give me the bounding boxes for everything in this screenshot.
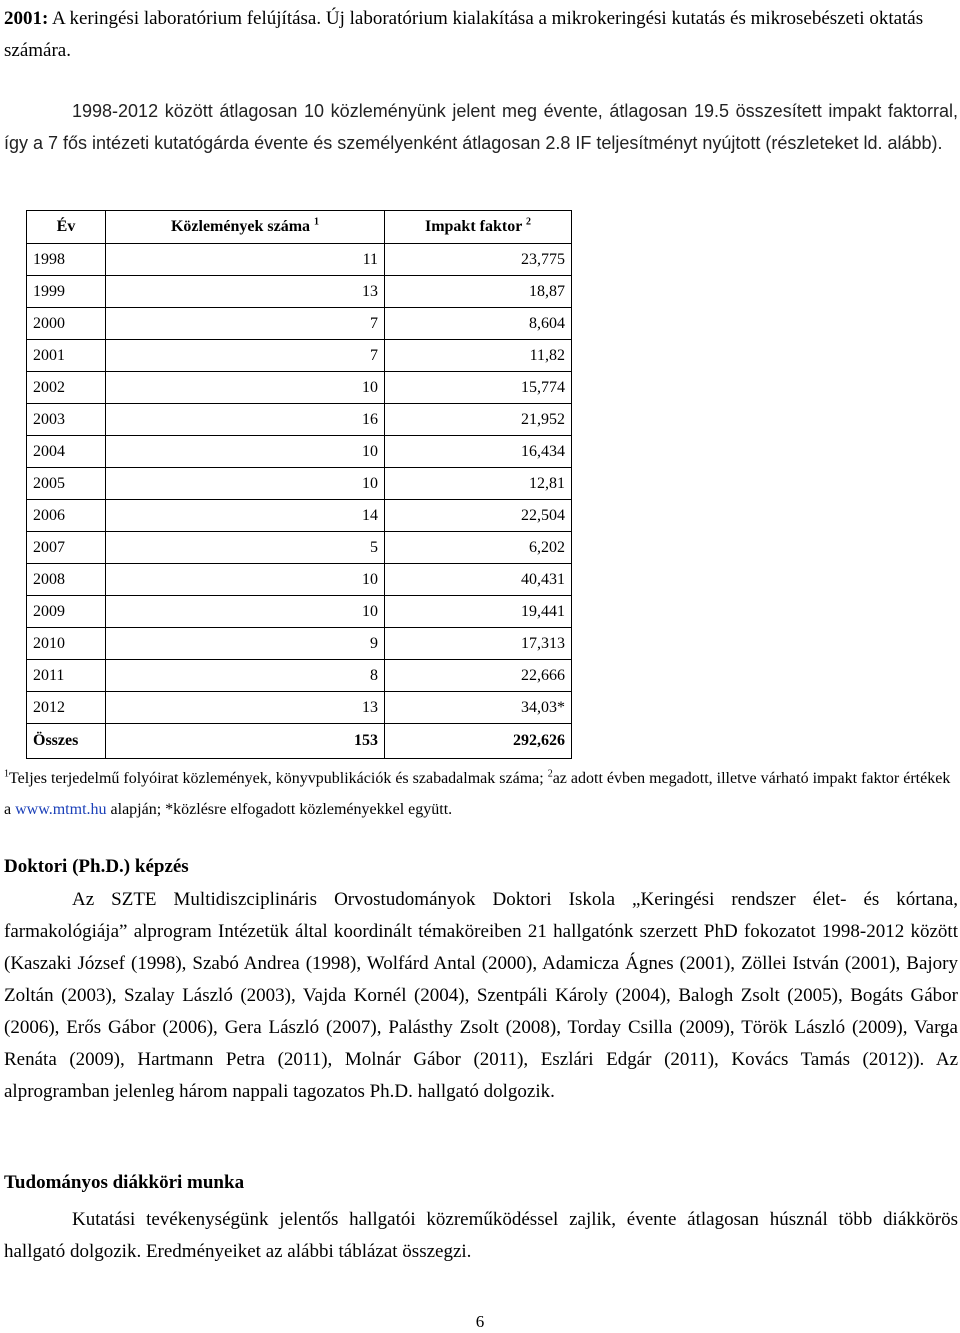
year-cell: 2002: [27, 372, 106, 404]
pubs-cell: 16: [106, 404, 385, 436]
footnote-sup-2: 2: [547, 768, 553, 780]
col-header-pubs: [106, 211, 385, 244]
if-cell: 21,952: [385, 404, 572, 436]
year-cell: 2004: [27, 436, 106, 468]
table-row: [27, 276, 572, 308]
pubs-cell: 10: [106, 564, 385, 596]
intro-heading-text: A keringési laboratórium felújítása. Új laboratórium kialakítása a mikrokeringési kutatás és mikrosebészeti oktatás számára.: [4, 8, 924, 61]
pubs-cell: 10: [106, 468, 385, 500]
if-cell: 11,82: [385, 340, 572, 372]
if-cell: 40,431: [385, 564, 572, 596]
table-row: [27, 500, 572, 532]
if-cell: 18,87: [385, 276, 572, 308]
mtmt-link[interactable]: www.mtmt.hu: [15, 801, 107, 818]
year-cell: 2003: [27, 404, 106, 436]
if-cell: 34,03*: [385, 692, 572, 724]
year-cell: 2006: [27, 500, 106, 532]
if-cell: 16,434: [385, 436, 572, 468]
footnote-text-3: alapján; *közlésre elfogadott közleményekkel együtt.: [106, 801, 453, 818]
page: [4, 0, 958, 159]
table-row: [27, 340, 572, 372]
total-if: 292,626: [385, 724, 572, 759]
year-cell: 2011: [27, 660, 106, 692]
tdk-section: [4, 1204, 958, 1268]
if-cell: 19,441: [385, 596, 572, 628]
doktori-heading: Doktori (Ph.D.) képzés: [4, 856, 189, 877]
footnote-sup-1: 1: [4, 768, 9, 780]
year-cell: 2000: [27, 308, 106, 340]
if-cell: 15,774: [385, 372, 572, 404]
pubs-cell: 7: [106, 308, 385, 340]
pubs-cell: 11: [106, 244, 385, 276]
year-cell: 2008: [27, 564, 106, 596]
col-header-year-label: Év: [56, 218, 76, 235]
table-row: [27, 532, 572, 564]
pubs-cell: 14: [106, 500, 385, 532]
table-row: [27, 372, 572, 404]
total-label: Összes: [27, 724, 106, 759]
pubs-cell: 9: [106, 628, 385, 660]
pubs-cell: 13: [106, 276, 385, 308]
intro-paragraph: 1998-2012 között átlagosan 10 közleményünk jelent meg évente, átlagosan 19.5 összesített impakt faktorral, így a 7 fős intézeti kutatógárda évente és személyenként átlagosan 2.8 IF teljesítményt nyújtott (részleteket ld. alább).: [4, 101, 958, 153]
pubs-cell: 7: [106, 340, 385, 372]
if-cell: 17,313: [385, 628, 572, 660]
col-header-if-label: Impakt faktor: [424, 218, 523, 235]
if-cell: 6,202: [385, 532, 572, 564]
page-number: 6: [475, 1312, 485, 1331]
col-header-if: [385, 211, 572, 244]
table-footnote: [4, 763, 958, 825]
table-row: [27, 596, 572, 628]
footnote-ref-2: 2: [526, 216, 532, 228]
pubs-cell: 10: [106, 436, 385, 468]
if-cell: 22,666: [385, 660, 572, 692]
table-row: [27, 660, 572, 692]
col-header-pubs-label: Közlemények száma: [170, 218, 311, 235]
year-cell: 2009: [27, 596, 106, 628]
year-cell: 1999: [27, 276, 106, 308]
if-cell: 23,775: [385, 244, 572, 276]
doktori-section: [4, 884, 958, 1108]
pubs-cell: 13: [106, 692, 385, 724]
intro-heading-year: 2001:: [4, 8, 49, 29]
year-cell: 2005: [27, 468, 106, 500]
table-row: [27, 468, 572, 500]
year-cell: 2010: [27, 628, 106, 660]
table-body: [27, 244, 572, 724]
year-cell: 2007: [27, 532, 106, 564]
doktori-paragraph: Az SZTE Multidiszciplináris Orvostudományok Doktori Iskola „Keringési rendszer élet- és kórtana, farmakológiája” alprogram Intézetük által koordinált témaköreiben 21 hallgatónk szerzett PhD fokozatot 1998-2012 között (Kaszaki József (1998), Szabó Andrea (1998), Wolfárd Antal (2000), Adamicza Ágnes (2001), Zöllei István (2001), Bajory Zoltán (2003), Szalay László (2003), Vajda Kornél (2004), Szentpáli Károly (2004), Balogh Zsolt (2005), Bogáts Gábor (2006), Erős Gábor (2006), Gera László (2007), Palásthy Zsolt (2008), Torday Csilla (2009), Török László (2009), Varga Renáta (2009), Hartmann Petra (2011), Molnár Gábor (2011), Eszlári Edgár (2011), Kovács Tamás (2012)). Az alprogramban jelenleg három nappali tagozatos Ph.D. hallgató dolgozik.: [4, 889, 958, 1102]
table-row: [27, 564, 572, 596]
tdk-paragraph: Kutatási tevékenységünk jelentős hallgatói közreműködéssel zajlik, évente átlagosan húsznál több diákkörös hallgató dolgozik. Eredményeiket az alábbi táblázat összegzi.: [4, 1209, 958, 1262]
table-row: [27, 692, 572, 724]
table-row: [27, 436, 572, 468]
year-cell: 2001: [27, 340, 106, 372]
table-header-row: [27, 211, 572, 244]
intro-heading: [4, 3, 958, 67]
footnote-text-2: az adott évben megadott, illetve várható impakt faktor értékek a: [4, 770, 951, 818]
tdk-heading: Tudományos diákköri munka: [4, 1172, 245, 1193]
pubs-cell: 10: [106, 372, 385, 404]
spacer: [4, 67, 958, 95]
pubs-cell: 8: [106, 660, 385, 692]
pubs-cell: 5: [106, 532, 385, 564]
year-cell: 1998: [27, 244, 106, 276]
table-row: [27, 244, 572, 276]
if-cell: 8,604: [385, 308, 572, 340]
table-row: [27, 404, 572, 436]
pubs-cell: 10: [106, 596, 385, 628]
if-cell: 22,504: [385, 500, 572, 532]
table-total-row: [27, 724, 572, 759]
col-header-year: [27, 211, 106, 244]
footnote-text-1: Teljes terjedelmű folyóirat közlemények, könyvpublikációk és szabadalmak száma;: [9, 770, 548, 787]
table-row: [27, 628, 572, 660]
footnote-ref-1: 1: [314, 216, 320, 228]
table-row: [27, 308, 572, 340]
if-cell: 12,81: [385, 468, 572, 500]
total-pubs: 153: [106, 724, 385, 759]
year-cell: 2012: [27, 692, 106, 724]
publications-table: [26, 210, 572, 759]
